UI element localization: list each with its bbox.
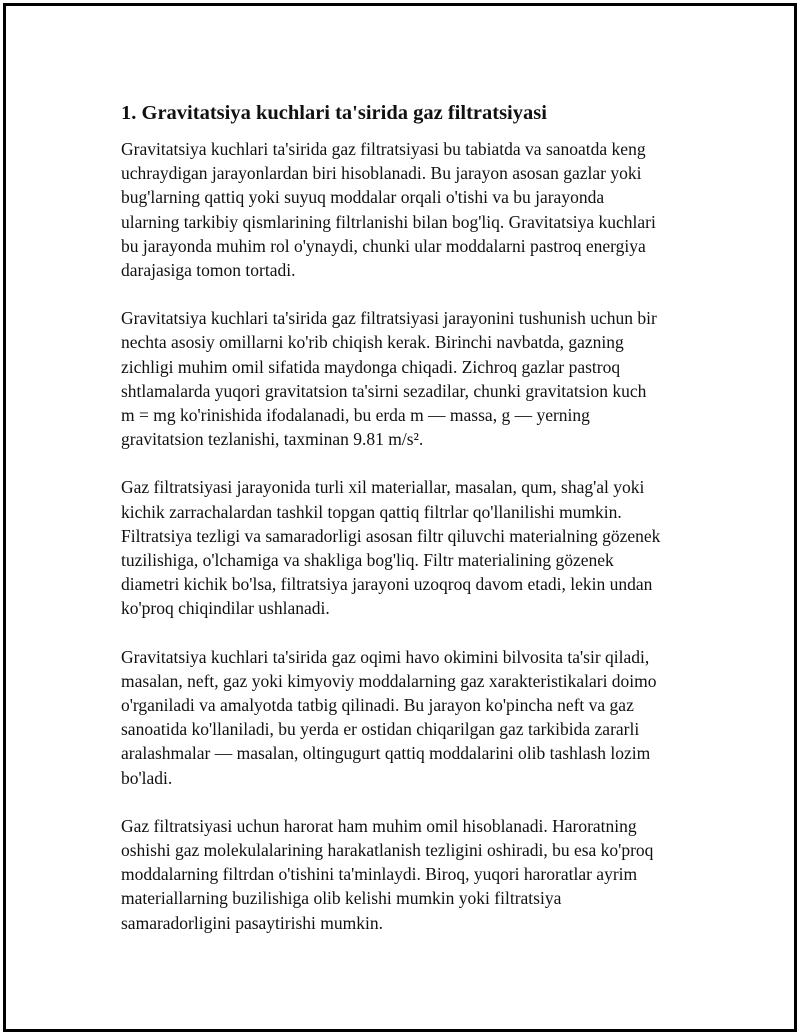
paragraph-line: o'rganiladi va amalyotda tatbig qilinadi. Bu jarayon ko'pincha neft va gaz xyxy=(121,695,634,716)
paragraph-line: nechta asosiy omillarni ko'rib chiqish kerak. Birinchi navbatda, gazning xyxy=(121,332,624,353)
paragraph-line: bo'ladi. xyxy=(121,767,173,788)
paragraph-line: aralashmalar — masalan, oltingugurt qattiq moddalarini olib tashlash lozim xyxy=(121,743,651,764)
paragraph-line: bug'larning qattiq yoki suyuq moddalar orqali o'tishi va bu jarayonda xyxy=(121,187,605,208)
body-paragraph xyxy=(121,475,696,620)
paragraph-line: shtlamalarda yuqori gravitatsion ta'sirni sezadilar, chunki gravitatsion kuch xyxy=(121,380,647,401)
page-frame xyxy=(3,3,797,1032)
paragraph-line: oshishi gaz molekulalarining harakatlanish tezligini oshiradi, bu esa ko'proq xyxy=(121,840,654,861)
paragraph-line: Gravitatsiya kuchlari ta'sirida gaz oqimi havo okimini bilvosita ta'sir qiladi, xyxy=(121,646,650,667)
paragraph-line: uchraydigan jarayonlardan biri hisoblanadi. Bu jarayon asosan gazlar yoki xyxy=(121,163,642,184)
paragraph-line: kichik zarrachalardan tashkil topgan qattiq filtrlar qo'llanilishi mumkin. xyxy=(121,501,622,522)
paragraph-line: tuzilishiga, o'lchamiga va shakliga bog'liq. Filtr materialining gözenek xyxy=(121,550,614,571)
paragraph-line: diametri kichik bo'lsa, filtratsiya jarayoni uzoqroq davom etadi, lekin undan xyxy=(121,574,653,595)
paragraph-line: Gaz filtratsiyasi uchun harorat ham muhim omil hisoblanadi. Haroratning xyxy=(121,815,637,836)
document-body xyxy=(121,99,696,959)
paragraph-line: Gaz filtratsiyasi jarayonida turli xil materiallar, masalan, qum, shag'al yoki xyxy=(121,477,645,498)
paragraph-line: Gravitatsiya kuchlari ta'sirida gaz filtratsiyasi bu tabiatda va sanoatda keng xyxy=(121,139,646,159)
paragraph-line: ularning tarkibiy qismlarining filtrlanishi bilan bog'liq. Gravitatsiya kuchlari xyxy=(121,211,656,232)
paragraph-line: m = mg ko'rinishida ifodalanadi, bu erda m — massa, g — yerning xyxy=(121,405,590,426)
paragraph-line: Gravitatsiya kuchlari ta'sirida gaz filtratsiyasi jarayonini tushunish uchun bir xyxy=(121,308,657,329)
paragraph-line: samaradorligini pasaytirishi mumkin. xyxy=(121,912,383,933)
paragraph-line: gravitatsion tezlanishi, taxminan 9.81 m/s². xyxy=(121,429,424,450)
body-paragraph xyxy=(121,137,696,282)
paragraph-line: materiallarning buzilishiga olib kelishi mumkin yoki filtratsiya xyxy=(121,888,562,909)
paragraph-line: sanoatida ko'llaniladi, bu yerda er ostidan chiqarilgan gaz tarkibida zararli xyxy=(121,719,640,740)
paragraph-line: darajasiga tomon tortadi. xyxy=(121,260,296,281)
section-heading: 1. Gravitatsiya kuchlari ta'sirida gaz filtratsiyasi xyxy=(121,102,547,124)
paragraph-line: Filtratsiya tezligi va samaradorligi asosan filtr qiluvchi materialning gözenek xyxy=(121,525,661,546)
paragraph-list xyxy=(121,137,696,935)
body-paragraph xyxy=(121,814,696,935)
paragraph-line: moddalarning filtrdan o'tishini ta'minlaydi. Biroq, yuqori haroratlar ayrim xyxy=(121,864,638,885)
body-paragraph xyxy=(121,645,696,790)
paragraph-line: masalan, neft, gaz yoki kimyoviy moddalarning gaz xarakteristikalari doimo xyxy=(121,670,657,691)
paragraph-line: bu jarayonda muhim rol o'ynaydi, chunki ular moddalarni pastroq energiya xyxy=(121,235,646,256)
paragraph-line: zichligi muhim omil sifatida maydonga chiqadi. Zichroq gazlar pastroq xyxy=(121,356,621,377)
paragraph-line: ko'proq chiqindilar ushlanadi. xyxy=(121,598,330,619)
body-paragraph xyxy=(121,306,696,451)
